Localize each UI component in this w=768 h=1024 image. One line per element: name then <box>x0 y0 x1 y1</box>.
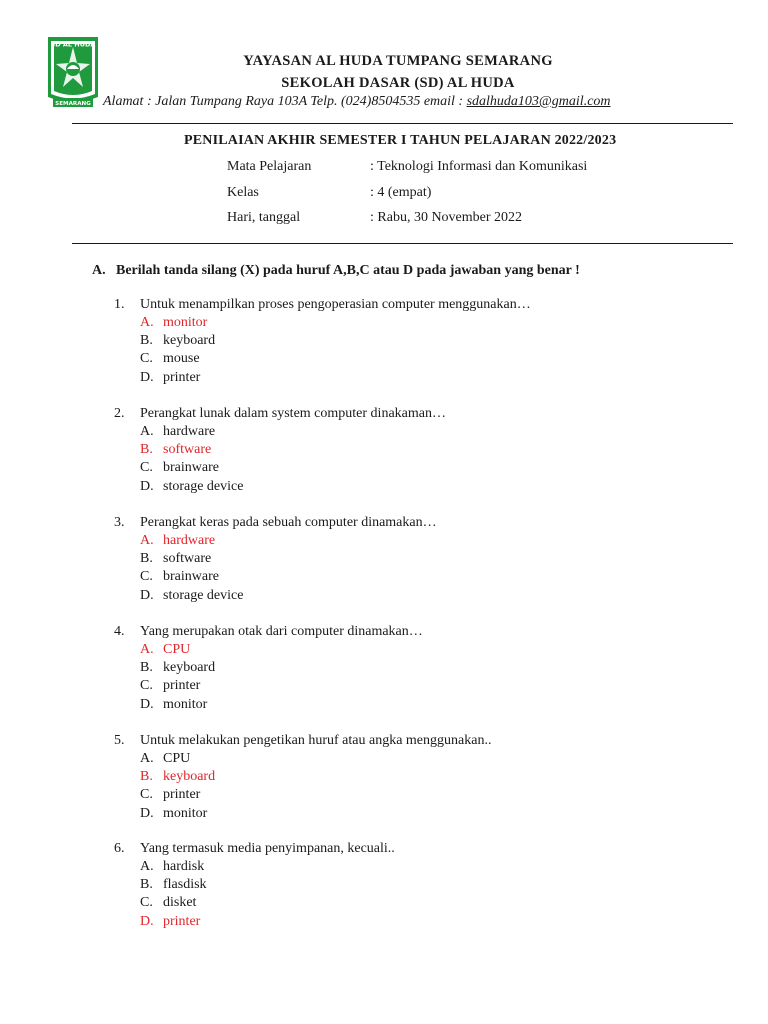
option-text: printer <box>163 369 201 385</box>
option-text: storage device <box>163 478 244 494</box>
option-text: monitor <box>163 805 208 821</box>
email-link[interactable]: sdalhuda103@gmail.com <box>466 94 611 109</box>
question-text: Yang merupakan otak dari computer dinamakan… <box>140 624 423 639</box>
option-text: monitor <box>163 315 208 330</box>
option-letter: D. <box>140 805 154 821</box>
question-number: 5. <box>114 733 125 748</box>
option-text: hardisk <box>163 859 205 874</box>
option-letter: A. <box>140 751 154 766</box>
option-text: CPU <box>163 642 191 657</box>
option-letter: B. <box>140 551 153 567</box>
option-text: printer <box>163 787 201 803</box>
option-text: keyboard <box>163 769 216 785</box>
meta-value: : Rabu, 30 November 2022 <box>370 210 523 225</box>
option-text: keyboard <box>163 333 216 349</box>
meta-label: Kelas <box>227 185 259 200</box>
header-divider <box>72 123 733 124</box>
option-text: flasdisk <box>163 877 207 893</box>
question-text: Untuk menampilkan proses pengoperasian computer menggunakan… <box>140 297 531 312</box>
option-letter: D. <box>140 587 154 603</box>
option-letter: A. <box>140 315 154 330</box>
organization-name: YAYASAN AL HUDA TUMPANG SEMARANG <box>243 53 553 69</box>
meta-label: Mata Pelajaran <box>227 159 312 174</box>
option-letter: C. <box>140 678 153 694</box>
exam-info-divider <box>72 243 733 244</box>
option-letter: B. <box>140 333 153 349</box>
meta-value: : 4 (empat) <box>370 185 432 200</box>
question-text: Yang termasuk media penyimpanan, kecuali.. <box>140 841 395 856</box>
question-number: 2. <box>114 406 125 421</box>
option-letter: C. <box>140 569 153 585</box>
logo-text-bottom: SEMARANG <box>55 101 91 107</box>
option-letter: B. <box>140 769 153 785</box>
option-text: mouse <box>163 351 200 367</box>
option-text: hardware <box>163 424 216 439</box>
option-text: printer <box>163 678 201 694</box>
school-logo <box>44 33 102 109</box>
option-letter: C. <box>140 351 153 367</box>
option-letter: A. <box>140 424 154 439</box>
question-text: Perangkat keras pada sebuah computer dinamakan… <box>140 515 437 530</box>
address-text: Alamat : Jalan Tumpang Raya 103A Telp. (024)8504535 email : <box>103 94 467 109</box>
school-name: SEKOLAH DASAR (SD) AL HUDA <box>281 75 515 91</box>
option-letter: D. <box>140 478 154 494</box>
instruction-text: Berilah tanda silang (X) pada huruf A,B,C atau D pada jawaban yang benar ! <box>116 263 580 278</box>
option-text: software <box>163 551 212 567</box>
option-text: brainware <box>163 460 219 476</box>
option-letter: C. <box>140 895 153 911</box>
option-text: monitor <box>163 696 208 712</box>
question-number: 3. <box>114 515 125 530</box>
option-text: printer <box>163 913 201 929</box>
option-letter: C. <box>140 460 153 476</box>
meta-value: : Teknologi Informasi dan Komunikasi <box>370 159 588 174</box>
option-text: CPU <box>163 751 191 766</box>
question-number: 4. <box>114 624 125 639</box>
question-text: Untuk melakukan pengetikan huruf atau angka menggunakan.. <box>140 733 492 748</box>
section-letter: A. <box>92 263 106 278</box>
option-text: software <box>163 442 212 458</box>
option-letter: A. <box>140 859 154 874</box>
question-number: 1. <box>114 297 125 312</box>
option-text: keyboard <box>163 660 216 676</box>
option-letter: B. <box>140 660 153 676</box>
option-letter: A. <box>140 533 154 548</box>
option-text: hardware <box>163 533 216 548</box>
exam-title: PENILAIAN AKHIR SEMESTER I TAHUN PELAJARAN 2022/2023 <box>184 133 617 148</box>
option-letter: B. <box>140 442 153 458</box>
meta-label: Hari, tanggal <box>227 210 301 225</box>
option-letter: D. <box>140 913 154 929</box>
option-text: brainware <box>163 569 219 585</box>
question-number: 6. <box>114 841 125 856</box>
option-letter: B. <box>140 877 153 893</box>
option-letter: D. <box>140 696 154 712</box>
section-instruction <box>92 263 580 279</box>
option-text: disket <box>163 895 197 911</box>
address-line <box>103 94 611 110</box>
option-letter: A. <box>140 642 154 657</box>
option-letter: C. <box>140 787 153 803</box>
question-text: Perangkat lunak dalam system computer dinakaman… <box>140 406 446 421</box>
option-text: storage device <box>163 587 244 603</box>
logo-text-top: SD AL HUDA <box>50 40 96 49</box>
option-letter: D. <box>140 369 154 385</box>
